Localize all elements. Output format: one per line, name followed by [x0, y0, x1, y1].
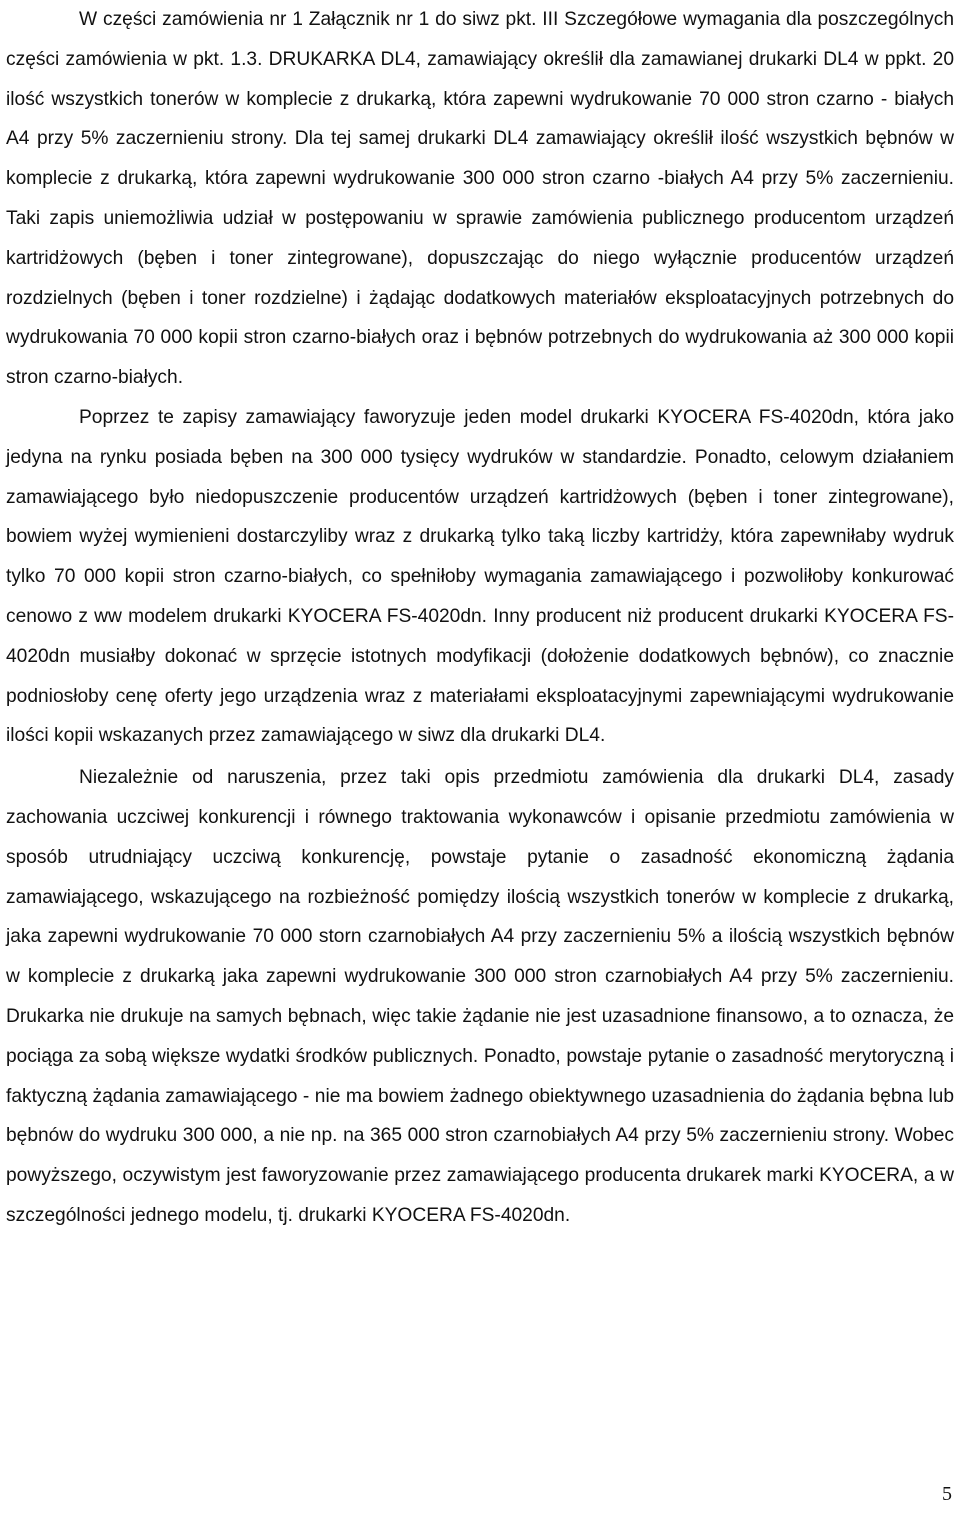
paragraph-favoritism: Poprzez te zapisy zamawiający faworyzuje jeden model drukarki KYOCERA FS-4020dn, która jako jedyna na rynku posiada bęben na 300 000 tysięcy wydruków w standardzie. Ponadto, celowym działaniem zamawiającego było niedopuszczenie producentów urządzeń kartridżowych (bęben i toner zintegrowane), bowiem wyżej wymienieni dostarczyliby wraz z drukarką tylko taką liczby kartridży, która zapewniłaby wydruk tylko 70 000 kopii stron czarno-białych, co spełniłoby wymagania zamawiającego i pozwoliłoby konkurować cenowo z ww modelem drukarki KYOCERA FS-4020dn. Inny producent niż producent drukarki KYOCERA FS-4020dn musiałby dokonać w sprzęcie istotnych modyfikacji (dołożenie dodatkowych bębnów), co znacznie podniosłoby cenę oferty jego urządzenia wraz z materiałami eksploatacyjnymi zapewniającymi wydrukowanie ilości kopii wskazanych przez zamawiającego w siwz dla drukarki DL4. [6, 406, 954, 747]
paragraph-order-part-1: W części zamówienia nr 1 Załącznik nr 1 do siwz pkt. III Szczegółowe wymagania dla poszczególnych części zamówienia w pkt. 1.3. DRUKARKA DL4, zamawiający określił dla zamawianej drukarki DL4 w ppkt. 20 ilość wszystkich tonerów w komplecie z drukarką, która zapewni wydrukowanie 70 000 stron czarno - białych A4 przy 5% zaczernieniu strony. Dla tej samej drukarki DL4 zamawiający określił ilość wszystkich bębnów w komplecie z drukarką, która zapewni wydrukowanie 300 000 stron czarno -białych A4 przy 5% zaczernieniu. Taki zapis uniemożliwia udział w postępowaniu w sprawie zamówienia publicznego producentom urządzeń kartridżowych (bęben i toner zintegrowane), dopuszczając do niego wyłącznie producentów urządzeń rozdzielnych (bęben i toner rozdzielne) i żądając dodatkowych materiałów eksploatacyjnych potrzebnych do wydrukowania 70 000 kopii stron czarno-białych oraz i bębnów potrzebnych do wydrukowania aż 300 000 kopii stron czarno-białych. [6, 9, 954, 389]
paragraph-economic-question: Niezależnie od naruszenia, przez taki opis przedmiotu zamówienia dla drukarki DL4, zasady zachowania uczciwej konkurencji i równego traktowania wykonawców i opisanie przedmiotu zamówienia w sposób utrudniający uczciwą konkurencję, powstaje pytanie o zasadność ekonomiczną żądania zamawiającego, wskazującego na rozbieżność pomiędzy ilością wszystkich tonerów w komplecie z drukarką, jaka zapewni wydrukowanie 70 000 storn czarnobiałych A4 przy zaczernieniu 5% a ilością wszystkich bębnów w komplecie z drukarką jaka zapewni wydrukowanie 300 000 stron czarnobiałych A4 przy 5% zaczernieniu. Drukarka nie drukuje na samych bębnach, więc takie żądanie nie jest uzasadnione finansowo, a to oznacza, że pociąga za sobą większe wydatki środków publicznych. Ponadto, powstaje pytanie o zasadność merytoryczną i faktyczną żądania zamawiającego - nie ma bowiem żadnego obiektywnego uzasadnienia do żądania bębna lub bębnów do wydruku 300 000, a nie np. na 365 000 stron czarnobiałych A4 przy 5% zaczernieniu strony. Wobec powyższego, oczywistym jest faworyzowanie przez zamawiającego producenta drukarek marki KYOCERA, a w szczególności jednego modelu, tj. drukarki KYOCERA FS-4020dn. [6, 767, 954, 1226]
page-number: 5 [942, 1483, 952, 1505]
document-page [6, 0, 954, 1236]
